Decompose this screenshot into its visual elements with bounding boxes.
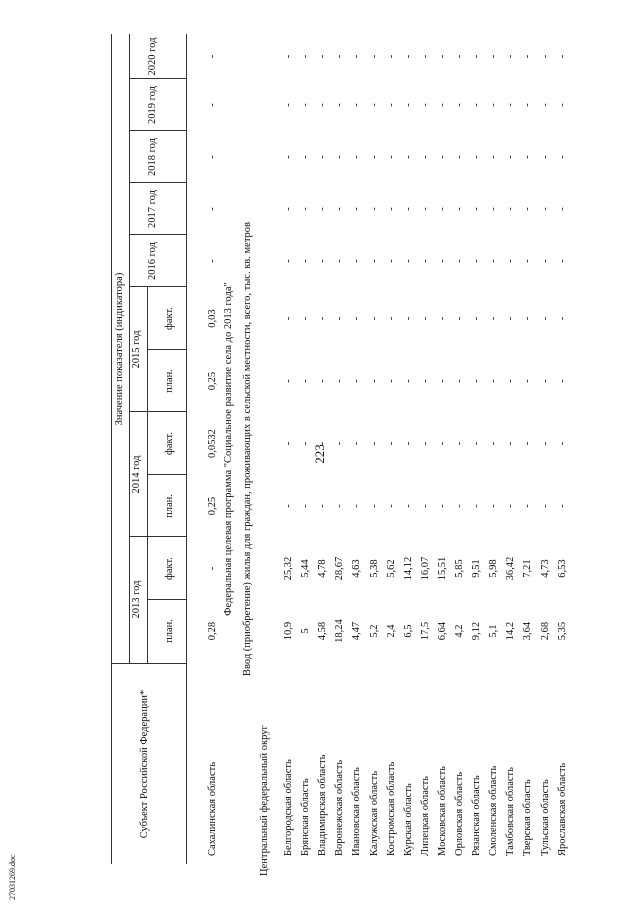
cell-value: - [351,259,363,263]
cell-value: - [454,441,465,446]
table-row [348,34,365,864]
cell-value: - [436,103,448,107]
cell-value: - [454,316,465,321]
cell-value: - [556,259,568,263]
header-subject: Субъект Российской Федерации* [139,689,150,839]
cell-value: 5,85 [454,559,465,578]
cell-value: - [454,504,465,508]
col-divider [147,599,186,600]
table-row [417,34,434,864]
cell-value: - [300,54,312,59]
cell-value: 4,63 [351,559,363,578]
cell-value: - [317,207,329,211]
cell-value: - [539,259,551,263]
cell-value: - [351,379,363,383]
cell-value: - [522,103,534,107]
cell-value: - [368,155,380,159]
col-divider [129,286,186,287]
row-name: Тамбовская область [505,767,517,856]
row-name: Курская область [402,783,414,856]
cell-value: - [207,566,218,571]
cell-value: - [505,207,517,211]
cell-value: - [436,316,448,321]
cell-value: - [419,441,431,446]
header-year-2014: 2014 год [131,455,142,494]
cell-value: 16,07 [419,556,431,581]
cell-value: 5,62 [385,559,397,578]
cell-value: 2,68 [539,621,551,641]
header-fact: факт. [164,557,175,580]
cell-value: - [488,207,500,211]
cell-value: - [454,207,465,211]
cell-value: - [556,441,568,446]
table-row [297,34,314,864]
cell-value: 0,0532 [207,429,218,458]
row-name: Сахалинская область [207,762,218,856]
cell-value: - [351,54,363,59]
cell-value: - [207,54,218,59]
cell-value: 7,21 [522,559,534,578]
cell-value: 5,38 [368,559,380,578]
cell-value: - [300,441,312,446]
table-row [485,34,502,864]
row-name: Рязанская область [471,775,483,856]
table-row-sakhalin [204,34,221,864]
cell-value: 5,2 [368,624,380,638]
cell-value: - [505,441,517,446]
row-name: Владимирская область [317,754,329,856]
cell-value: - [283,504,294,508]
header-top-rule [111,34,112,864]
table-row [451,34,468,864]
cell-value: - [334,207,346,211]
cell-value: - [402,103,414,107]
col-divider [129,182,186,183]
cell-value: - [471,259,483,263]
cell-value: - [334,316,346,321]
cell-value: - [402,155,414,159]
cell-value: - [419,207,431,211]
table-row [537,34,554,864]
cell-value: 36,42 [505,556,517,581]
cell-value: - [207,103,218,107]
header-fact: факт. [164,307,175,330]
cell-value: - [419,379,431,383]
cell-value: - [556,207,568,211]
table-row [554,34,571,864]
cell-value: - [522,441,534,446]
cell-value: - [436,504,448,508]
cell-value: - [522,259,534,263]
cell-value: - [368,54,380,59]
cell-value: - [385,207,397,211]
cell-value: - [488,155,500,159]
cell-value: - [300,504,312,508]
cell-value: - [351,155,363,159]
cell-value: 4,73 [539,559,551,578]
cell-value: - [556,54,568,59]
header-year-2020: 2020 год [147,37,158,76]
col-divider [129,130,186,131]
cell-value: - [402,54,414,59]
cell-value: - [471,441,483,446]
cell-value: - [402,316,414,321]
header-year-2013: 2013 год [131,580,142,619]
cell-value: 0,03 [207,309,218,328]
cell-value: - [207,259,218,263]
cell-value: - [505,379,517,383]
cell-value: - [454,379,465,383]
row-name: Воронежская область [334,759,346,856]
cell-value: - [368,379,380,383]
cell-value: - [351,103,363,107]
cell-value: - [334,155,346,159]
cell-value: - [351,316,363,321]
cell-value: - [317,103,329,107]
cell-value: - [436,441,448,446]
cell-value: - [385,259,397,263]
cell-value: - [368,103,380,107]
cell-value: - [522,155,534,159]
cell-value: - [522,504,534,508]
cell-value: - [334,441,346,446]
cell-value: 15,51 [436,556,448,581]
cell-value: - [385,379,397,383]
cell-value: - [522,379,534,383]
row-name: Белгородская область [283,759,294,856]
header-fact: факт. [164,432,175,455]
cell-value: 5 [300,628,312,634]
row-name: Тверская область [522,779,534,856]
cell-value: - [539,54,551,59]
row-name: Тульская область [539,779,551,856]
cell-value: 0,25 [207,371,218,391]
header-year-2016: 2016 год [147,242,158,280]
cell-value: - [317,155,329,159]
cell-value: 9,51 [471,559,483,578]
cell-value: - [402,504,414,508]
cell-value: - [539,316,551,321]
cell-value: - [488,103,500,107]
cell-value: - [300,259,312,263]
cell-value: - [539,379,551,383]
cell-value: - [283,259,294,263]
header-plan: план. [164,494,175,518]
row-name: Липецкая область [419,776,431,856]
cell-value: 9,12 [471,621,483,641]
cell-value: - [419,259,431,263]
cell-value: 4,78 [317,559,329,578]
col-divider [129,411,186,412]
table-row [366,34,383,864]
cell-value: 5,98 [488,559,500,578]
cell-value: - [471,504,483,508]
cell-value: - [207,207,218,211]
cell-value: 2,4 [385,624,397,638]
cell-value: - [317,259,329,263]
section-title: Федеральная целевая программа "Социальное развитие села до 2013 года" [223,282,234,616]
cell-value: - [436,207,448,211]
cell-value: 0,25 [207,496,218,516]
cell-value: 25,32 [283,556,294,581]
cell-value: - [300,207,312,211]
cell-value: - [419,54,431,59]
cell-value: 14,12 [402,556,414,581]
table-row [519,34,536,864]
cell-value: - [471,103,483,107]
cell-value: - [317,441,329,446]
cell-value: - [488,316,500,321]
cell-value: - [471,155,483,159]
cell-value: - [436,155,448,159]
cell-value: - [283,103,294,107]
table-row [434,34,451,864]
header-bottom-rule [186,34,187,864]
cell-value: - [539,441,551,446]
page-number: 223 [312,444,327,464]
col-divider [129,536,186,537]
header-rule-2 [129,34,130,664]
cell-value: - [283,54,294,59]
header-year-2015: 2015 год [131,330,142,369]
cell-value: - [454,54,465,59]
header-year-2019: 2019 год [147,86,158,124]
cell-value: - [522,316,534,321]
cell-value: - [385,504,397,508]
cell-value: - [505,316,517,321]
table-row [468,34,485,864]
row-name: Брянская область [300,778,312,856]
col-divider [129,78,186,79]
col-divider [147,474,186,475]
row-name: Московская область [436,766,448,856]
footer-filename: 27031269.doc [8,854,17,900]
header-year-2017: 2017 год [147,190,158,228]
cell-value: - [471,54,483,59]
cell-value: - [539,207,551,211]
cell-value: 17,5 [419,621,431,641]
row-name: Ярославская область [556,762,568,856]
cell-value: - [334,504,346,508]
cell-value: - [402,379,414,383]
cell-value: - [471,316,483,321]
cell-value: 6,64 [436,621,448,641]
row-name: Ивановская область [351,767,363,856]
cell-value: - [505,103,517,107]
table-row [502,34,519,864]
cell-value: - [351,504,363,508]
col-divider [129,234,186,235]
cell-value: - [505,155,517,159]
col-divider [147,349,186,350]
cell-value: - [207,155,218,159]
cell-value: - [334,379,346,383]
cell-value: - [317,379,329,383]
cell-value: - [419,103,431,107]
cell-value: - [300,155,312,159]
header-rule-3 [147,287,148,664]
table-row [331,34,348,864]
row-name: Костромская область [385,761,397,856]
cell-value: - [402,441,414,446]
cell-value: 18,24 [334,619,346,643]
table-row [280,34,297,864]
cell-value: - [419,504,431,508]
cell-value: 4,58 [317,621,329,641]
cell-value: 6,5 [402,624,414,638]
cell-value: - [419,316,431,321]
cell-value: - [300,103,312,107]
table-row [383,34,400,864]
rotated-table [109,34,569,876]
header-year-2018: 2018 год [147,138,158,176]
cell-value: - [522,207,534,211]
cell-value: - [454,155,465,159]
cell-value: - [488,259,500,263]
cell-value: - [317,316,329,321]
cell-value: 14,2 [505,621,517,641]
cell-value: - [556,103,568,107]
header-plan: план. [164,369,175,393]
cell-value: - [317,54,329,59]
table-row [314,34,331,864]
cell-value: 5,1 [488,624,500,638]
cell-value: - [402,207,414,211]
row-name: Смоленская область [488,765,500,856]
cell-value: - [556,379,568,383]
cell-value: - [385,155,397,159]
cell-value: - [419,155,431,159]
cell-value: - [334,103,346,107]
cell-value: - [505,54,517,59]
cell-value: - [471,207,483,211]
cell-value: - [454,103,465,107]
cell-value: - [436,54,448,59]
cell-value: - [436,259,448,263]
cell-value: - [283,316,294,321]
cell-value: - [488,54,500,59]
cell-value: - [385,103,397,107]
cell-value: - [385,316,397,321]
cell-value: - [368,207,380,211]
cell-value: - [351,207,363,211]
cell-value: - [283,207,294,211]
cell-value: - [505,504,517,508]
cell-value: 0,28 [207,621,218,641]
cell-value: - [556,155,568,159]
cell-value: - [556,504,568,508]
cell-value: - [539,155,551,159]
section-subtitle: Ввод (приобретение) жилья для граждан, проживающих в сельской местности, всего, тыс. кв. метров [242,222,253,677]
cell-value: - [402,259,414,263]
cell-value: - [471,379,483,383]
cell-value: - [539,103,551,107]
table-row [400,34,417,864]
cell-value: - [556,316,568,321]
header-plan: план. [164,619,175,643]
row-name: Орловская область [454,771,465,856]
cell-value: - [436,379,448,383]
district-title: Центральный федеральный округ [259,725,270,876]
cell-value: - [368,259,380,263]
cell-value: 5,35 [556,621,568,641]
cell-value: - [351,441,363,446]
cell-value: - [385,441,397,446]
cell-value: - [334,259,346,263]
cell-value: - [488,441,500,446]
cell-value: 4,2 [454,624,465,638]
cell-value: 4,47 [351,621,363,641]
cell-value: - [317,504,329,508]
cell-value: 28,67 [334,556,346,581]
cell-value: 6,53 [556,559,568,578]
cell-value: - [283,379,294,383]
cell-value: - [300,316,312,321]
cell-value: - [505,259,517,263]
cell-value: - [522,54,534,59]
cell-value: 3,64 [522,621,534,641]
row-name: Калужская область [368,770,380,856]
cell-value: - [300,379,312,383]
cell-value: - [368,441,380,446]
header-indicator-value: Значение показателя (индикатора) [114,272,125,426]
cell-value: - [334,54,346,59]
cell-value: - [368,316,380,321]
cell-value: - [283,155,294,159]
cell-value: - [454,259,465,263]
cell-value: 10,9 [283,621,294,641]
cell-value: - [368,504,380,508]
cell-value: - [539,504,551,508]
cell-value: - [488,504,500,508]
cell-value: - [385,54,397,59]
cell-value: - [283,441,294,446]
cell-value: - [488,379,500,383]
cell-value: 5,44 [300,559,312,578]
